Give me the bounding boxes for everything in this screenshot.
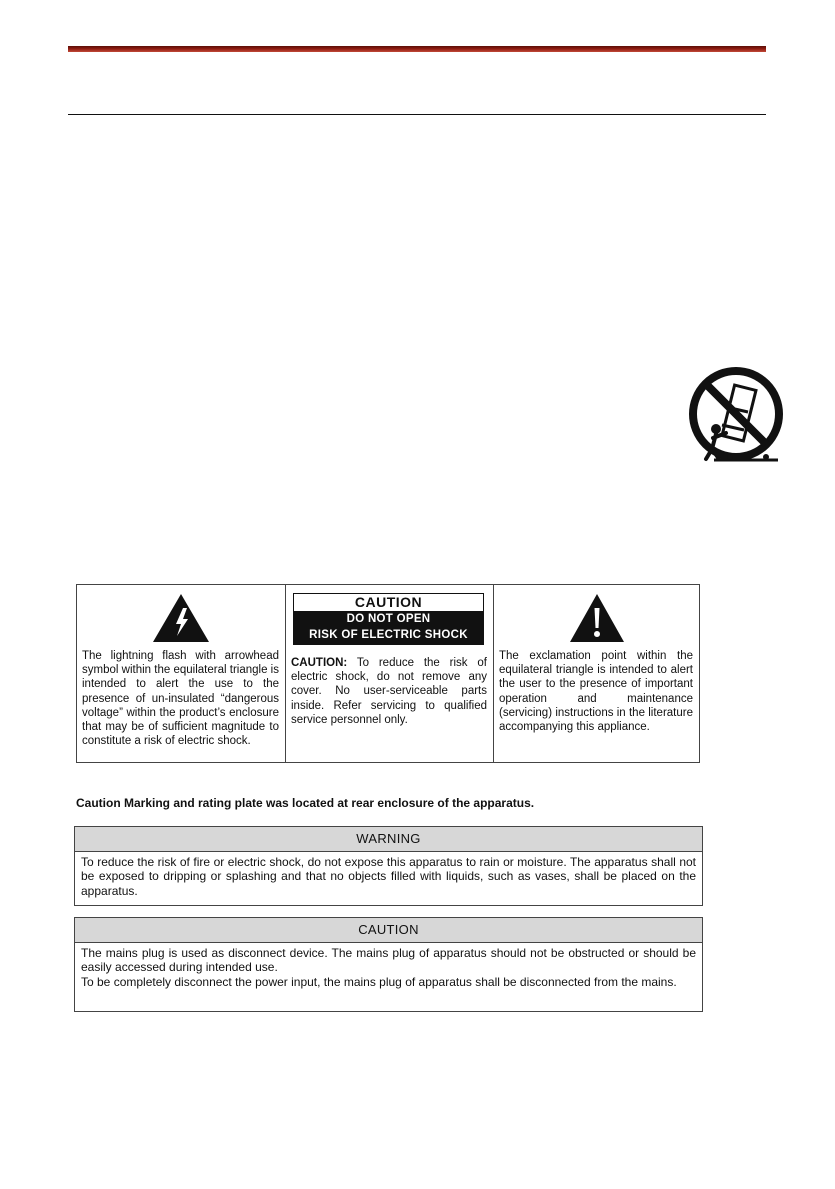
caution-text-2: To be completely disconnect the power input, the mains plug of apparatus shall be disconnected from the mains. <box>81 974 677 989</box>
cart-tipover-warning-icon <box>686 367 786 467</box>
exclamation-symbol-cell <box>494 585 699 762</box>
lightning-symbol-cell <box>77 585 286 762</box>
warning-box <box>74 826 703 906</box>
header-rule <box>68 46 766 52</box>
exclamation-triangle-icon <box>569 593 625 643</box>
exclamation-symbol-description: The exclamation point within the equilateral triangle is intended to alert the user to the presence of important operation and maintenance (servicing) instructions in the literature accompanying this appliance. <box>499 650 693 734</box>
caution-text-1: The mains plug is used as disconnect device. The mains plug of apparatus should not be obstructed or should be easily accessed during intended use. <box>81 946 696 975</box>
rating-plate-note: Caution Marking and rating plate was located at rear enclosure of the apparatus. <box>76 796 535 810</box>
lightning-triangle-icon <box>152 593 210 643</box>
caution-text: To reduce the risk of electric shock, do not remove any cover. No user-serviceable parts inside. Refer servicing to qualified service personnel only. <box>291 657 487 726</box>
header-divider <box>68 114 766 115</box>
caution-description <box>291 656 487 727</box>
caution-label <box>293 593 484 645</box>
warning-text: To reduce the risk of fire or electric shock, do not expose this apparatus to rain or moisture. The apparatus shall not be exposed to dripping or splashing and that no objects filled with liquids, such as vases, shall be placed on the apparatus. <box>81 855 696 898</box>
warning-title: WARNING <box>75 827 702 852</box>
caution-title: CAUTION <box>75 918 702 943</box>
caution-label-line-1: DO NOT OPEN <box>346 613 431 625</box>
caution-label-line-2: RISK OF ELECTRIC SHOCK <box>309 628 468 641</box>
safety-symbols-table <box>76 584 700 763</box>
caution-label-title: CAUTION <box>354 594 423 610</box>
lightning-symbol-description: The lightning flash with arrowhead symbol within the equilateral triangle is intended to alert the use to the presence of un-insulated “dangerous voltage” within the product’s enclosure that may be of sufficient magnitude to constitute a risk of electric shock. <box>82 650 279 748</box>
caution-lead: CAUTION: <box>291 657 348 669</box>
caution-box <box>74 917 703 1012</box>
caution-label-cell <box>286 585 494 762</box>
